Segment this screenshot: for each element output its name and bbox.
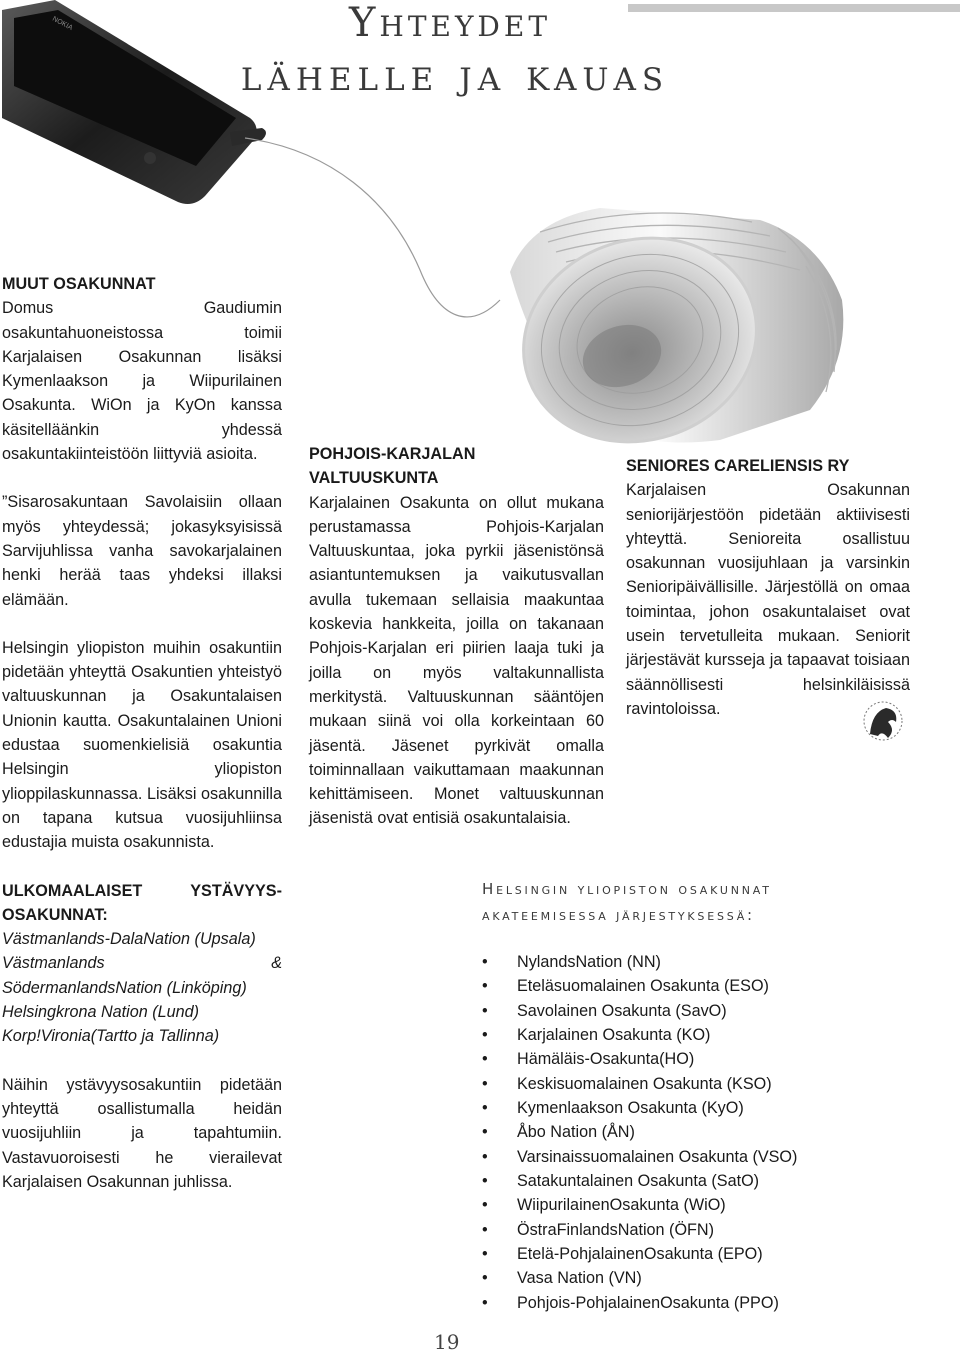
unioni-text: Helsingin yliopiston muihin osakuntiin pidetään yhteyttä Osakuntien yhteistyö valtuuskunnan ja Osakuntalaisen Unionin kautta. Osakuntalainen Unioni edustaa suomenkielisiä osakuntia Helsingin yliopiston ylioppilaskunnassa. Lisäksi osakunnilla on tapana kutsua vuosijuhliinsa edustajia muista osakunnista. [2, 638, 282, 852]
ulko-item: Västmanlands-DalaNation (Upsala) [2, 930, 256, 949]
nation-list-item: • WiipurilainenOsakunta (WiO) [482, 1193, 902, 1217]
right-column [626, 454, 910, 721]
page-title-line1: Yhteydet [349, 0, 551, 46]
ulkomaalaiset-heading: ULKOMAALAISET YSTÄVYYS-OSAKUNNAT: [2, 881, 282, 924]
nation-list-item: • Hämäläis-Osakunta(HO) [482, 1047, 902, 1071]
valtuuskunta-heading: POHJOIS-KARJALAN VALTUUSKUNTA [309, 445, 476, 488]
nation-list-item: • Eteläsuomalainen Osakunta (ESO) [482, 974, 902, 998]
nation-list-item: • NylandsNation (NN) [482, 950, 902, 974]
ulko-item: Korp!Vironia(Tartto ja Tallinna) [2, 1027, 220, 1046]
muut-osakunnat-text: Domus Gaudiumin osakuntahuoneistossa toimii Karjalaisen Osakunnan lisäksi Kymenlaakson ja Wiipurilainen Osakunta. WiOn ja KyOn kanssa käsitelläänkin yhdessä osakuntakiinteistöön liittyviä asioita. [2, 299, 282, 464]
page-number: 19 [434, 1330, 460, 1354]
string-line [245, 138, 500, 317]
nations-list-wrap [482, 950, 902, 1315]
nation-list-item: • Varsinaissuomalainen Osakunta (VSO) [482, 1145, 902, 1169]
nation-list-item: • Åbo Nation (ÅN) [482, 1120, 902, 1144]
nation-list-item: • Savolainen Osakunta (SavO) [482, 999, 902, 1023]
page-title-line2: lähelle ja kauas [240, 50, 670, 101]
nation-list-item: • Satakuntalainen Osakunta (SatO) [482, 1169, 902, 1193]
can-image [497, 208, 843, 460]
nation-list-item: • Karjalainen Osakunta (KO) [482, 1023, 902, 1047]
ulkomaalaiset-text: Näihin ystävyysosakuntiin pidetään yhteyttä osallistumalla heidän vuosijuhliin ja tapahtumiin. Vastavuoroisesti he vierailevat Karjalaisen Osakunnan juhlissa. [2, 1075, 282, 1191]
seniores-emblem-icon [858, 698, 908, 744]
nations-heading: Helsingin yliopiston osakunnat akateemisessa järjestyksessä: [482, 880, 772, 924]
seniores-text: Karjalaisen Osakunnan seniorijärjestöön pidetään aktiivisesti yhteyttä. Senioreita osallistuu osakunnan vuosijuhlaan ja varsinkin Senioripäivällisille. Järjestöllä on omaa toimintaa, johon osakuntalaiset ovat usein tervetulleita mukaan. Seniorit järjestävät kursseja ja tapaavat toisiaan säännöllisesti helsinkiläisissä ravintoloissa. [626, 481, 910, 718]
seniores-heading: SENIORES CARELIENSIS RY [626, 457, 850, 475]
nation-list-item: • Kymenlaakson Osakunta (KyO) [482, 1096, 902, 1120]
sarvijuhla-quote: ”Sisarosakuntaan Savolaisiin ollaan myös yhteydessä; jokasyksyisissä Sarvijuhlissa vanha savokarjalainen henki herää taas yhdeksi illaksi elämään. [2, 493, 282, 609]
nation-list-item: • Pohjois-PohjalainenOsakunta (PPO) [482, 1291, 902, 1315]
nation-list-item: • Etelä-PohjalainenOsakunta (EPO) [482, 1242, 902, 1266]
svg-text:NOKIA: NOKIA [51, 15, 74, 32]
nations-list [482, 950, 902, 1315]
nations-section [482, 876, 902, 928]
valtuuskunta-text: Karjalainen Osakunta on ollut mukana perustamassa Pohjois-Karjalan Valtuuskuntaa, joka pyrkii jäsenistönsä asiantuntemuksen ja vaikutusvallan avulla tukemaan sellaisia maakuntaa koskevia hankkeita, joilla on takanaan Pohjois-Karjalan eri piirien laaja tuki ja joilla on myös valtakunnallista merkitystä. Valtuuskunnan sääntöjen mukaan siinä voi olla korkeintaan 60 jäsentä. Jäsenet pyrkivät omalla toiminnallaan vaikuttamaan maakunnan kehittämiseen. Monet valtuuskunnan jäsenistä ovat entisiä osakuntalaisia. [309, 493, 604, 828]
nation-list-item: • Keskisuomalainen Osakunta (KSO) [482, 1072, 902, 1096]
ulko-item: Helsingkrona Nation (Lund) [2, 1003, 200, 1022]
middle-column [309, 442, 604, 831]
nation-list-item: • ÖstraFinlandsNation (ÖFN) [482, 1218, 902, 1242]
left-column [2, 272, 282, 1194]
ulko-item: Västmanlands & SödermanlandsNation (Linköping) [2, 954, 282, 997]
nation-list-item: • Vasa Nation (VN) [482, 1266, 902, 1290]
muut-osakunnat-heading: MUUT OSAKUNNAT [2, 275, 156, 293]
phone-image [2, 0, 266, 204]
